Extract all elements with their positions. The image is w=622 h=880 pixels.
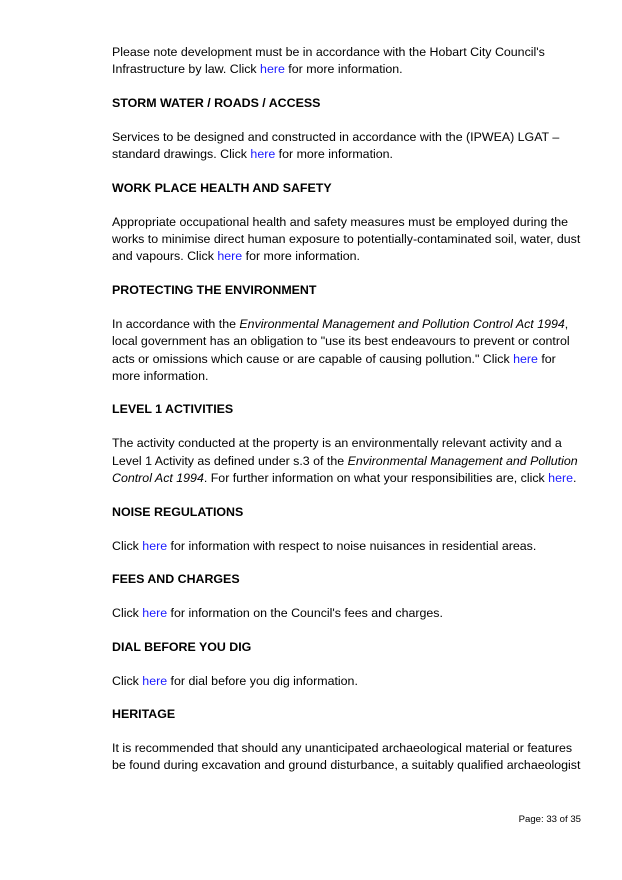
heritage-heading: HERITAGE [112, 706, 176, 721]
dial-paragraph: Click here for dial before you dig information. [112, 673, 358, 688]
document-page [112, 44, 586, 775]
fees-link[interactable]: here [142, 606, 168, 621]
intro-paragraph: Please note development must be in accordance with the Hobart City Council's Infrastructure by law. Click here for more information. [112, 45, 545, 77]
environment-act-title: Environmental Management and Pollution Control Act 1994 [239, 316, 565, 331]
whs-paragraph: Appropriate occupational health and safety measures must be employed during the works to minimise direct human exposure to potentially-contaminated soil, water, dust and vapours. Click here for more information. [112, 214, 581, 264]
page-number: Page: 33 of 35 [518, 814, 581, 825]
infrastructure-bylaw-link[interactable]: here [260, 62, 285, 77]
environment-link[interactable]: here [513, 351, 538, 366]
level1-link[interactable]: here [548, 471, 573, 486]
whs-heading: WORK PLACE HEALTH AND SAFETY [112, 180, 332, 195]
fees-paragraph: Click here for information on the Council's fees and charges. [112, 606, 443, 621]
heritage-paragraph: It is recommended that should any unanticipated archaeological material or features be found during excavation and ground disturbance, a suitably qualified archaeologist [112, 740, 581, 773]
level1-heading: LEVEL 1 ACTIVITIES [112, 402, 234, 417]
fees-heading: FEES AND CHARGES [112, 572, 240, 587]
environment-paragraph: In accordance with the Environmental Management and Pollution Control Act 1994, local government has an obligation to "use its best endeavours to prevent or control acts or omissions which cause or are capable of causing pollution." Click here for more information. [112, 316, 570, 384]
noise-link[interactable]: here [142, 538, 168, 553]
storm-water-heading: STORM WATER / ROADS / ACCESS [112, 95, 321, 110]
whs-link[interactable]: here [217, 249, 243, 264]
storm-water-paragraph: Services to be designed and constructed in accordance with the (IPWEA) LGAT – standard drawings. Click here for more information. [112, 129, 560, 162]
environment-heading: PROTECTING THE ENVIRONMENT [112, 282, 317, 297]
dial-link[interactable]: here [142, 673, 168, 688]
noise-paragraph: Click here for information with respect to noise nuisances in residential areas. [112, 538, 537, 553]
level1-paragraph: The activity conducted at the property is an environmentally relevant activity and a Level 1 Activity as defined under s.3 of the Environmental Management and Pollution Control Act 1994. For further information on what your responsibilities are, click here. [112, 436, 578, 486]
level1-act-title: Environmental Management and Pollution Control Act 1994 [112, 453, 578, 486]
dial-heading: DIAL BEFORE YOU DIG [112, 639, 252, 654]
storm-water-link[interactable]: here [250, 147, 276, 162]
noise-heading: NOISE REGULATIONS [112, 504, 244, 519]
